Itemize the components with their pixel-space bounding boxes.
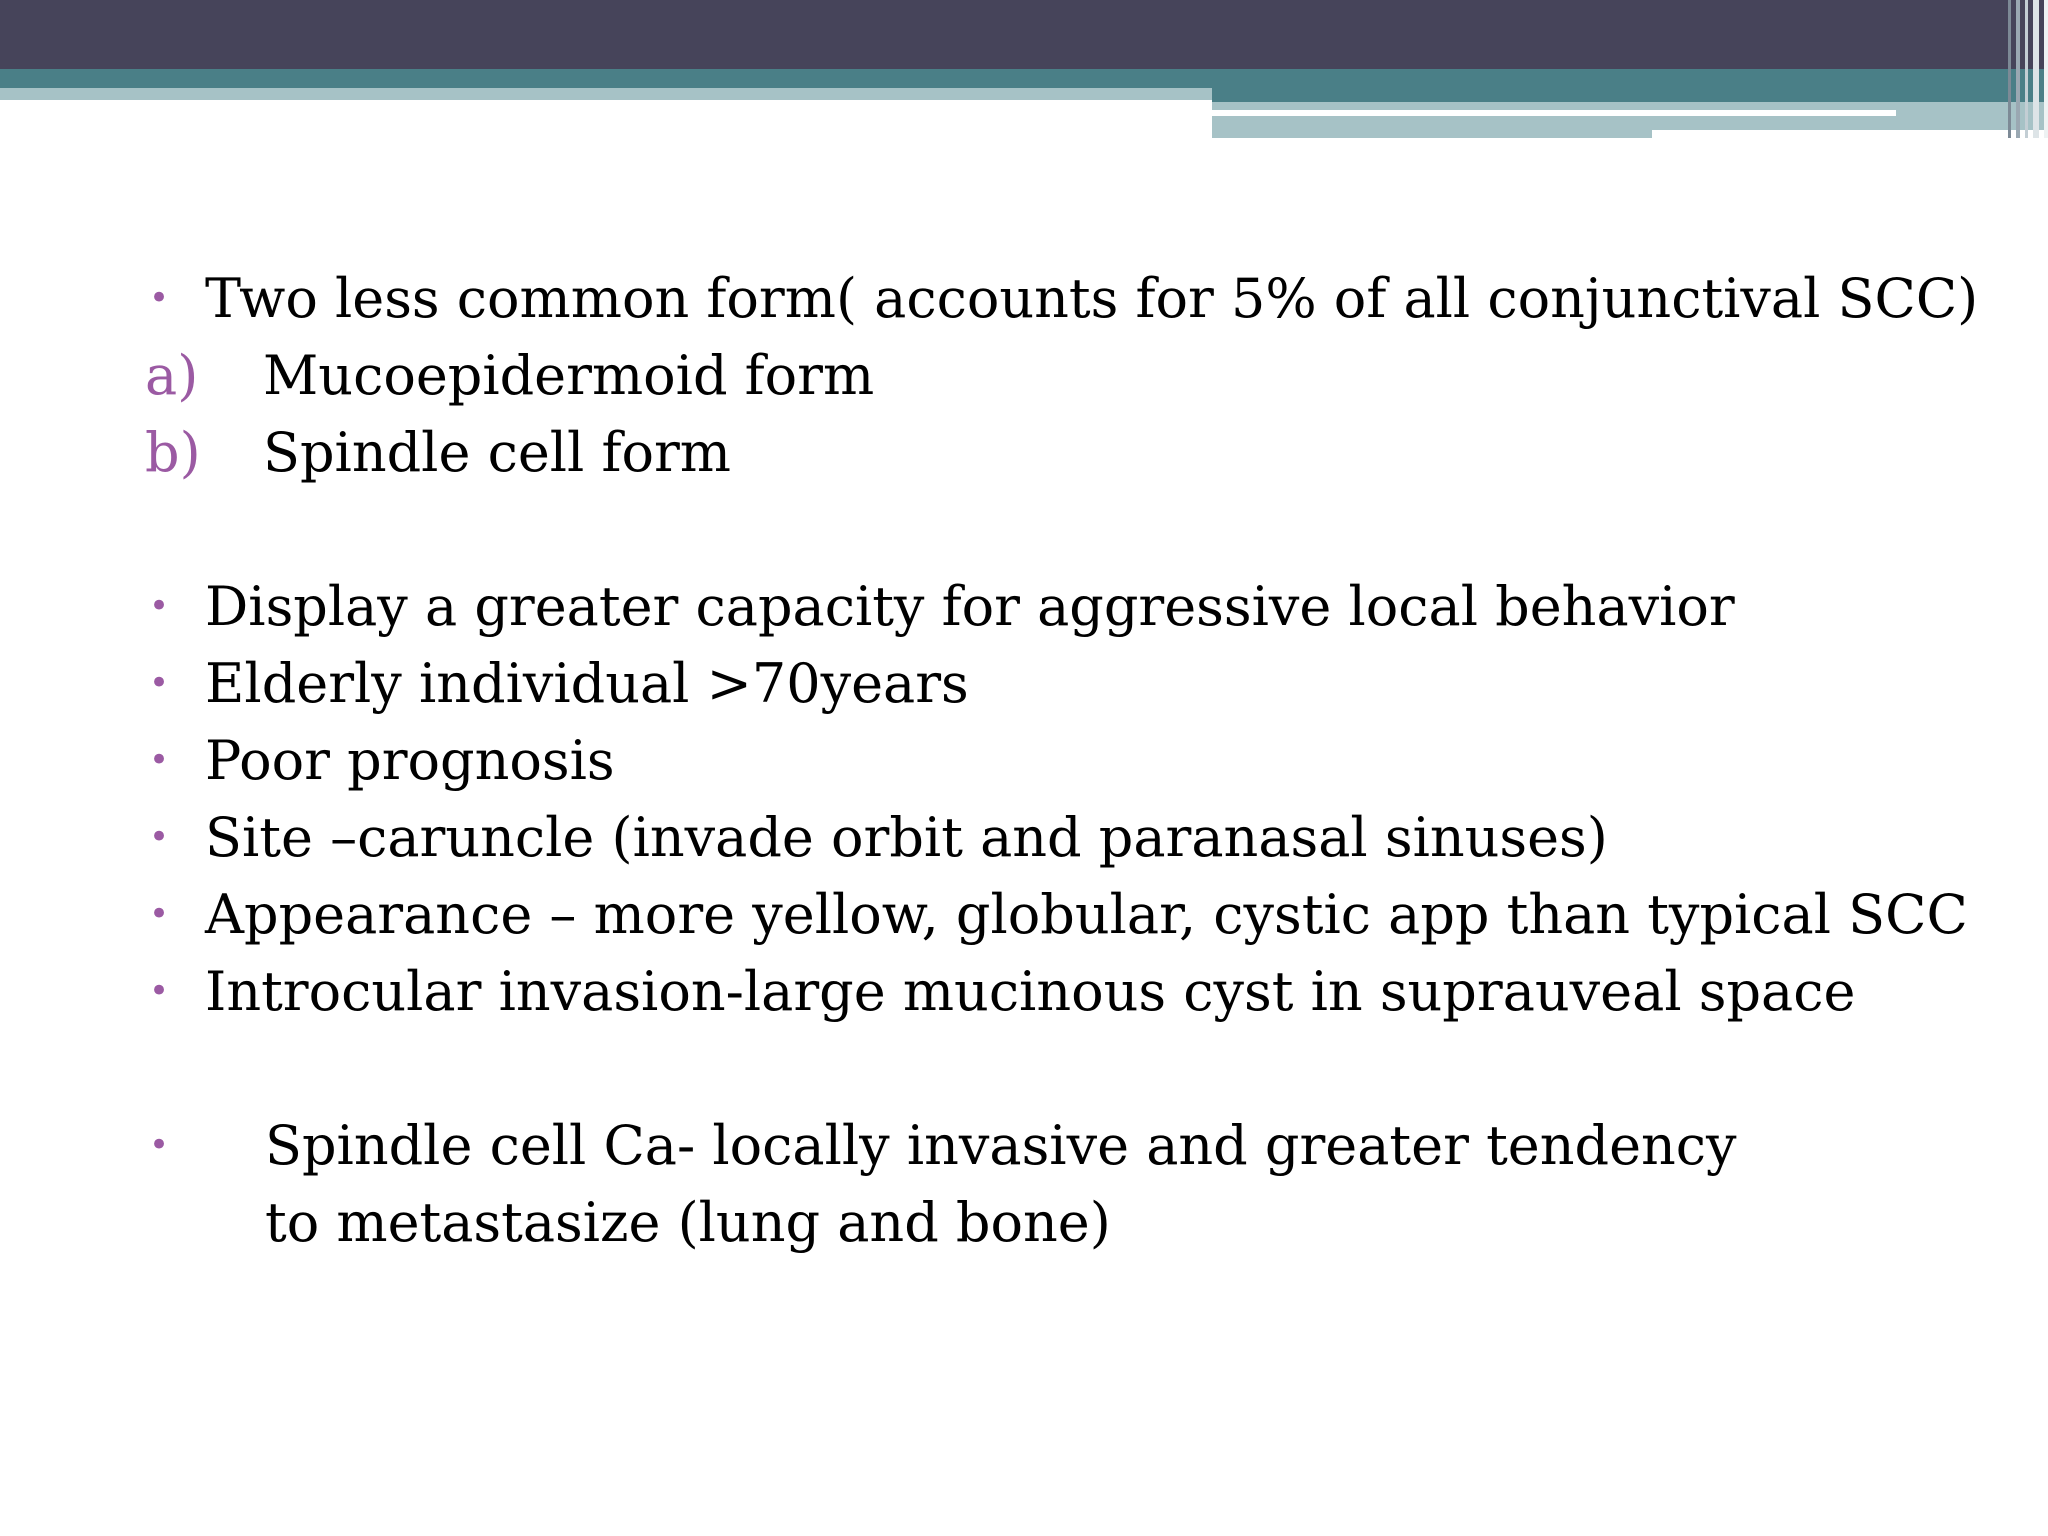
bullet-item xyxy=(145,260,1979,337)
header-band-light-left xyxy=(0,88,1212,100)
sub-item-text: Mucoepidermoid form xyxy=(263,344,875,407)
sub-item-marker: b) xyxy=(145,421,201,484)
bullet-text: Two less common form( accounts for 5% of all conjunctival SCC) xyxy=(205,267,1979,330)
header-band-teal xyxy=(0,69,2048,88)
bullet-marker: • xyxy=(149,1125,170,1165)
header-band-teal-right xyxy=(1212,88,2048,102)
header-stripe xyxy=(2025,0,2028,138)
header-stripe xyxy=(2008,0,2011,138)
header-stripe xyxy=(2033,0,2039,138)
bullet-text: Introcular invasion-large mucinous cyst in suprauveal space xyxy=(205,960,1856,1023)
bullet-text: Elderly individual >70years xyxy=(205,652,969,715)
bullet-marker: • xyxy=(149,817,170,857)
bullet-item xyxy=(145,568,1945,645)
header-stripes xyxy=(1990,0,2048,138)
header-white-notch xyxy=(1652,130,2048,138)
header-stripe xyxy=(2016,0,2020,138)
bullet-item xyxy=(145,1107,1945,1261)
slide-body xyxy=(145,260,1979,1261)
bullet-marker: • xyxy=(149,278,170,318)
spacer xyxy=(145,491,1945,568)
bullet-text: Poor prognosis xyxy=(205,729,615,792)
bullet-text: Appearance – more yellow, globular, cystic app than typical SCC xyxy=(205,883,1968,946)
header-stripe xyxy=(2044,0,2048,138)
bullet-text: Display a greater capacity for aggressive local behavior xyxy=(205,575,1735,638)
bullet-marker: • xyxy=(149,663,170,703)
bullet-marker: • xyxy=(149,586,170,626)
bullet-item xyxy=(145,876,1968,953)
sub-item-text: Spindle cell form xyxy=(263,421,731,484)
header-white-line xyxy=(1212,110,1896,116)
sub-item xyxy=(145,414,1945,491)
sub-item-marker: a) xyxy=(145,344,199,407)
bullet-marker: • xyxy=(149,740,170,780)
bullet-text: Site –caruncle (invade orbit and paranasal sinuses) xyxy=(205,806,1608,869)
bullet-item xyxy=(145,799,1945,876)
spacer xyxy=(145,1030,1945,1107)
bullet-marker: • xyxy=(149,971,170,1011)
bullet-item xyxy=(145,722,1945,799)
bullet-marker: • xyxy=(149,894,170,934)
header-band-dark xyxy=(0,0,2048,69)
bullet-item xyxy=(145,645,1945,722)
bullet-item xyxy=(145,953,1945,1030)
sub-item xyxy=(145,337,1945,414)
bullet-text: Spindle cell Ca- locally invasive and greater tendency to metastasize (lung and bone) xyxy=(265,1114,1737,1254)
